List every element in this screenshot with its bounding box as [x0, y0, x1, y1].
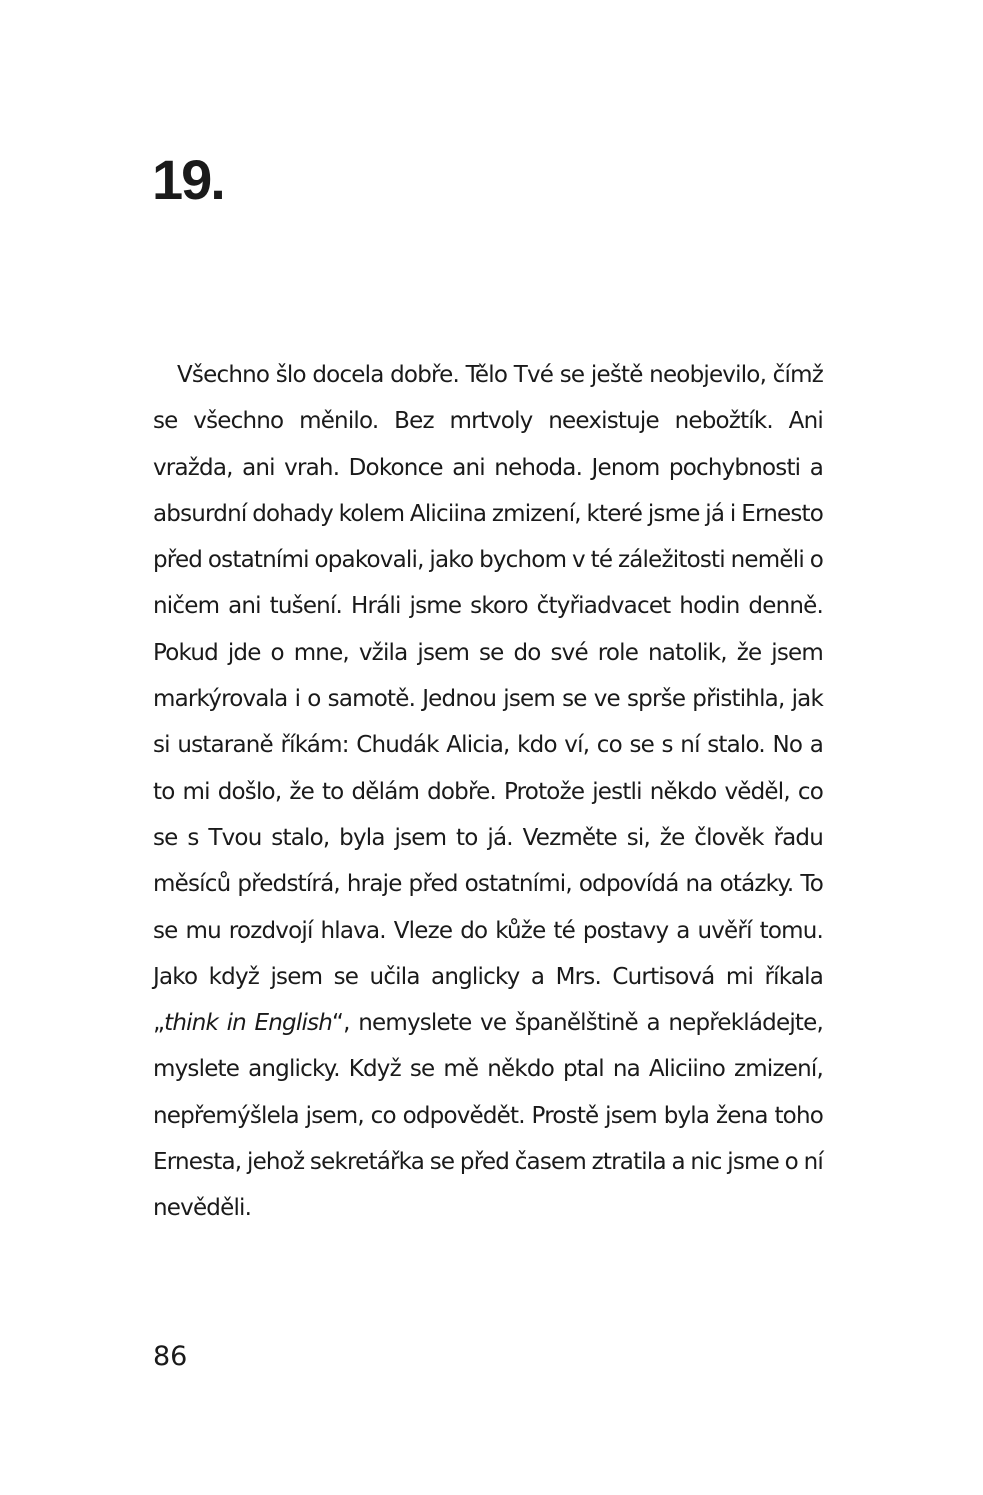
- paragraph-text-part-1: Všechno šlo docela dobře. Tělo Tvé se ještě neobjevilo, čímž se všechno měnilo. Bez mrtvoly neexistuje nebožtík. Ani vražda, ani vrah. Dokonce ani nehoda. Jenom pochybnosti a absurdní dohady kolem Aliciina zmizení, které jsme já i Ernesto před ostatními opakovali, jako bychom v té záležitosti neměli o ničem ani tušení. Hráli jsme skoro čtyřiadvacet hodin denně. Pokud jde o mne, vžila jsem se do své role natolik, že jsem markýrovala i o samotě. Jednou jsem se ve sprše přistihla, jak si ustaraně říkám: Chudák Alicia, kdo ví, co se s ní stalo. No a to mi došlo, že to dělám dobře. Protože jestli někdo věděl, co se s Tvou stalo, byla jsem to já. Vezměte si, že člověk řadu měsíců předstírá, hraje před ostatními, odpovídá na otázky. To se mu rozdvojí hlava. Vleze do kůže té postavy a uvěří tomu. Jako když jsem se učila anglicky a Mrs. Curtisová mi říkala „: [153, 362, 823, 1037]
- paragraph-italic-phrase: think in English: [164, 1010, 332, 1037]
- body-paragraph: [153, 352, 823, 1232]
- paragraph-text-part-2: “, nemyslete ve španělštině a nepřekládejte, myslete anglicky. Když se mě někdo ptal na Aliciino zmizení, nepřemýšlela jsem, co odpovědět. Prostě jsem byla žena toho Ernesta, jehož sekretářka se před časem ztratila a nic jsme o ní nevěděli.: [153, 1010, 823, 1222]
- page-number: 86: [153, 1341, 188, 1372]
- chapter-number: 19.: [152, 148, 224, 211]
